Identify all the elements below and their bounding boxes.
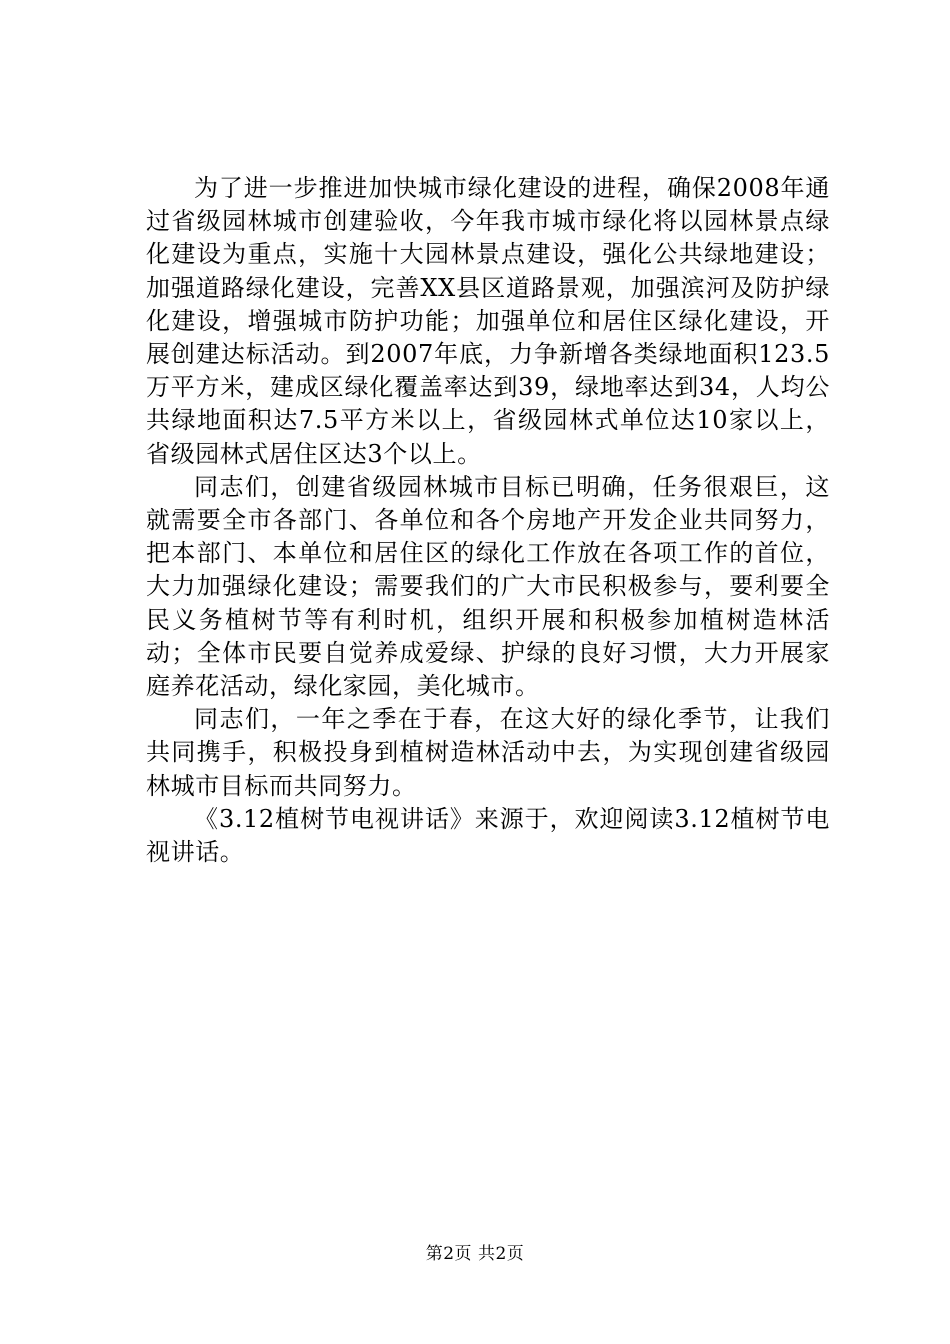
paragraph-spring-appeal: 同志们，一年之季在于春，在这大好的绿化季节，让我们共同携手，积极投身到植树造林活动中去，为实现创建省级园林城市目标而共同努力。 xyxy=(146,705,830,800)
paragraph-call-to-action: 同志们，创建省级园林城市目标已明确，任务很艰巨，这就需要全市各部门、各单位和各个房地产开发企业共同努力，把本部门、本单位和居住区的绿化工作放在各项工作的首位，大力加强绿化建设；需要我们的广大市民积极参与，要利要全民义务植树节等有利时机，组织开展和积极参加植树造林活动；全体市民要自觉养成爱绿、护绿的良好习惯，大力开展家庭养花活动，绿化家园，美化城市。 xyxy=(146,472,830,701)
document-body xyxy=(146,172,830,869)
page-number-footer: 第2页 共2页 xyxy=(425,1244,525,1264)
paragraph-source-note: 《3.12植树节电视讲话》来源于，欢迎阅读3.12植树节电视讲话。 xyxy=(146,804,830,867)
paragraph-intro-greening-plan: 为了进一步推进加快城市绿化建设的进程，确保2008年通过省级园林城市创建验收，今年我市城市绿化将以园林景点绿化建设为重点，实施十大园林景点建设，强化公共绿地建设；加强道路绿化建设，完善XX县区道路景观，加强滨河及防护绿化建设，增强城市防护功能；加强单位和居住区绿化建设，开展创建达标活动。到2007年底，力争新增各类绿地面积123.5万平方米，建成区绿化覆盖率达到39，绿地率达到34，人均公共绿地面积达7.5平方米以上，省级园林式单位达10家以上，省级园林式居住区达3个以上。 xyxy=(146,174,830,468)
